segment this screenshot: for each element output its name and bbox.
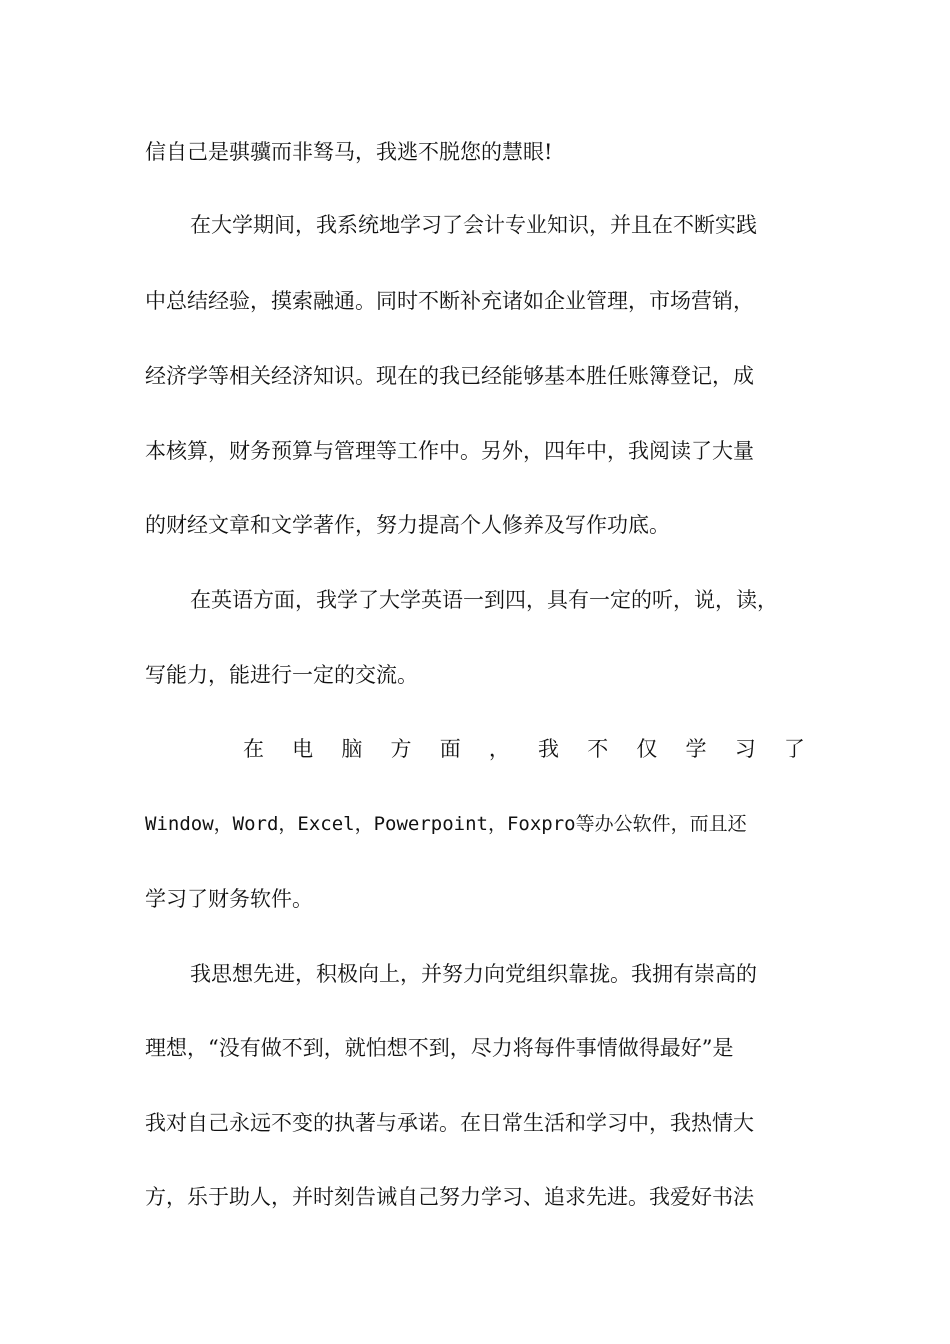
spread-char: 习 [734,737,756,761]
text-line: 信自己是骐骥而非驽马，我逃不脱您的慧眼! [145,140,553,164]
spread-text-line [243,734,805,764]
spread-char: 脑 [341,737,363,761]
spread-char: 面 [439,737,461,761]
spread-char: 在 [243,737,264,761]
spread-char: 了 [783,737,805,761]
paragraph-start-line: 在英语方面，我学了大学英语一到四，具有一定的听，说，读， [190,588,778,612]
text-line: 理想，“没有做不到，就怕想不到，尽力将每件事情做得最好”是 [145,1036,734,1060]
text-line: 经济学等相关经济知识。现在的我已经能够基本胜任账簿登记，成 [145,364,754,388]
text-line: 的财经文章和文学著作，努力提高个人修养及写作功底。 [145,513,670,537]
text-line: 学习了财务软件。 [145,887,313,911]
spread-char: 仅 [636,737,658,761]
text-line: 写能力，能进行一定的交流。 [145,663,418,687]
spread-char: 学 [685,737,707,761]
text-line: 本核算，财务预算与管理等工作中。另外，四年中，我阅读了大量 [145,439,754,463]
spread-char: 不 [587,737,609,761]
spread-char: ， [488,737,510,761]
spread-char: 方 [390,737,412,761]
spread-char: 我 [538,737,560,761]
text-line: 中总结经验，摸索融通。同时不断补充诸如企业管理，市场营销， [145,289,754,313]
text-line: 我对自己永远不变的执著与承诺。在日常生活和学习中，我热情大 [145,1111,754,1135]
text-line: 方，乐于助人，并时刻告诫自己努力学习、追求先进。我爱好书法 [145,1185,754,1209]
spread-char: 电 [292,737,314,761]
paragraph-start-line: 在大学期间，我系统地学习了会计专业知识，并且在不断实践 [190,213,757,237]
paragraph-start-line: 我思想先进，积极向上，并努力向党组织靠拢。我拥有崇高的 [190,962,757,986]
text-line: Window，Word，Excel，Powerpoint，Foxpro等办公软件，而且还 [145,813,747,835]
